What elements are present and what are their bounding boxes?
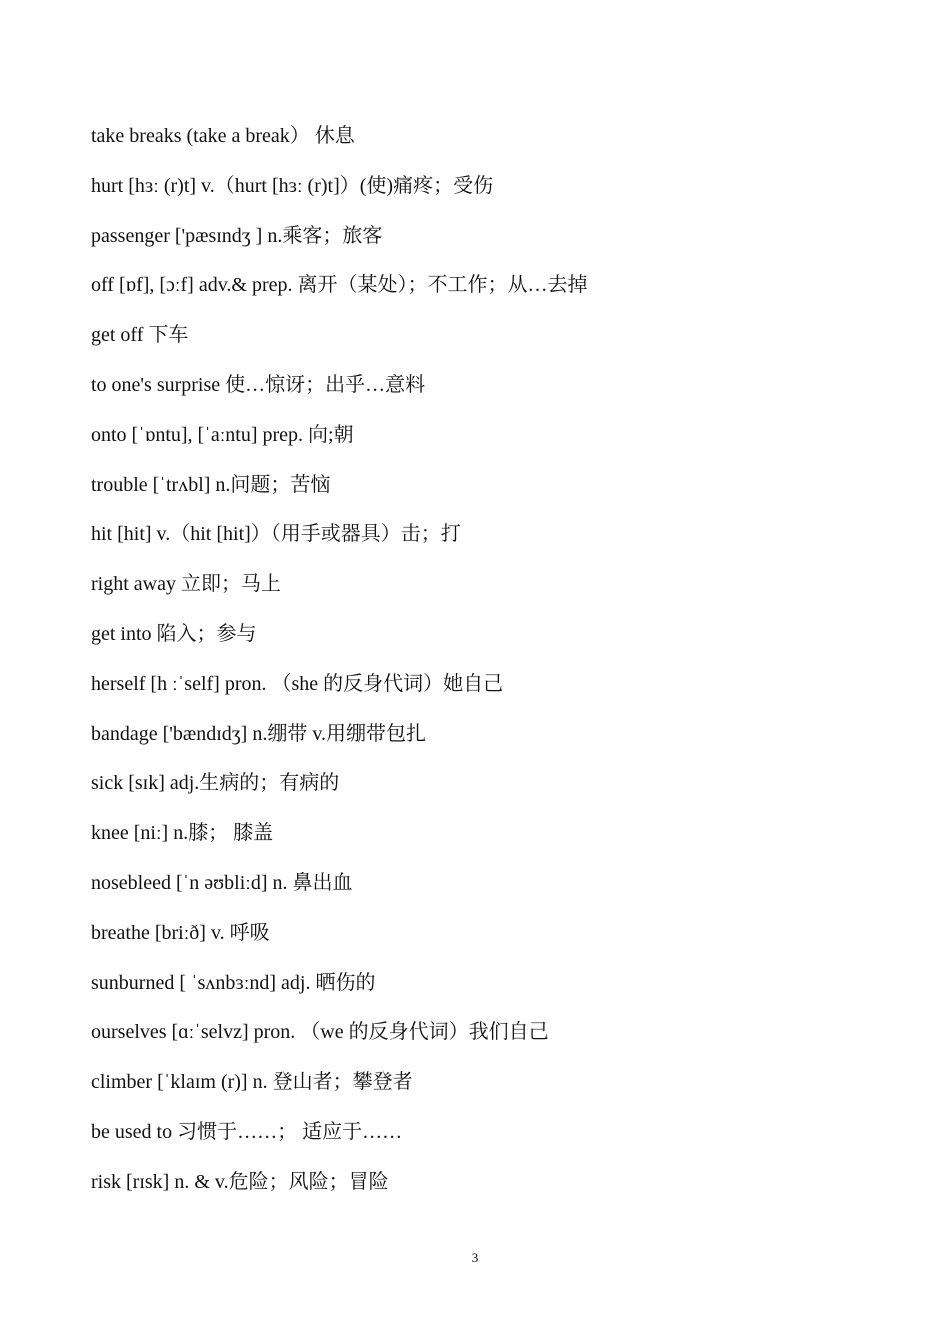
vocab-entry-get-into: get into 陷入；参与 bbox=[91, 622, 257, 645]
vocab-entry-nosebleed: nosebleed [ˈn əʊbliːd] n. 鼻出血 bbox=[91, 871, 353, 894]
vocab-entry-right-away: right away 立即；马上 bbox=[91, 573, 281, 596]
vocab-entry-be-used-to: be used to 习惯于……； 适应于…… bbox=[91, 1120, 403, 1143]
vocab-entry-trouble: trouble [ˈtrʌbl] n.问题；苦恼 bbox=[91, 473, 331, 496]
page-number: 3 bbox=[471, 1250, 479, 1265]
vocab-entry-breathe: breathe [briːð] v. 呼吸 bbox=[91, 921, 270, 944]
vocab-entry-risk: risk [rɪsk] n. & v.危险；风险；冒险 bbox=[91, 1170, 389, 1193]
vocab-entry-sick: sick [sɪk] adj.生病的；有病的 bbox=[91, 772, 340, 795]
vocab-entry-hurt: hurt [hɜː (r)t] v.（hurt [hɜː (r)t]）(使)痛疼；受伤 bbox=[91, 174, 494, 197]
vocab-entry-bandage: bandage ['bændɪdʒ] n.绷带 v.用绷带包扎 bbox=[91, 722, 427, 745]
vocab-entry-passenger: passenger ['pæsɪndʒ ] n.乘客；旅客 bbox=[91, 224, 383, 247]
vocabulary-list bbox=[91, 121, 911, 1217]
vocab-entry-get-off: get off 下车 bbox=[91, 324, 189, 347]
vocab-entry-ourselves: ourselves [ɑːˈselvz] pron. （we 的反身代词）我们自己 bbox=[91, 1021, 549, 1044]
vocab-entry-to-ones-surprise: to one's surprise 使…惊讶；出乎…意料 bbox=[91, 373, 426, 396]
vocab-entry-knee: knee [niː] n.膝； 膝盖 bbox=[91, 822, 274, 845]
vocab-entry-off: off [ɒf], [ɔːf] adv.& prep. 离开（某处）；不工作；从…去掉 bbox=[91, 274, 588, 297]
vocab-entry-herself: herself [h ːˈself] pron. （she 的反身代词）她自己 bbox=[91, 672, 504, 695]
vocab-entry-hit: hit [hit] v.（hit [hit]）（用手或器具）击；打 bbox=[91, 523, 461, 546]
vocab-entry-sunburned: sunburned [ ˈsʌnbɜːnd] adj. 晒伤的 bbox=[91, 971, 376, 994]
vocab-entry-take-breaks: take breaks (take a break） 休息 bbox=[91, 125, 355, 147]
vocab-entry-climber: climber [ˈklaɪm (r)] n. 登山者；攀登者 bbox=[91, 1071, 413, 1094]
vocab-entry-onto: onto [ˈɒntu], [ˈaːntu] prep. 向;朝 bbox=[91, 423, 354, 446]
